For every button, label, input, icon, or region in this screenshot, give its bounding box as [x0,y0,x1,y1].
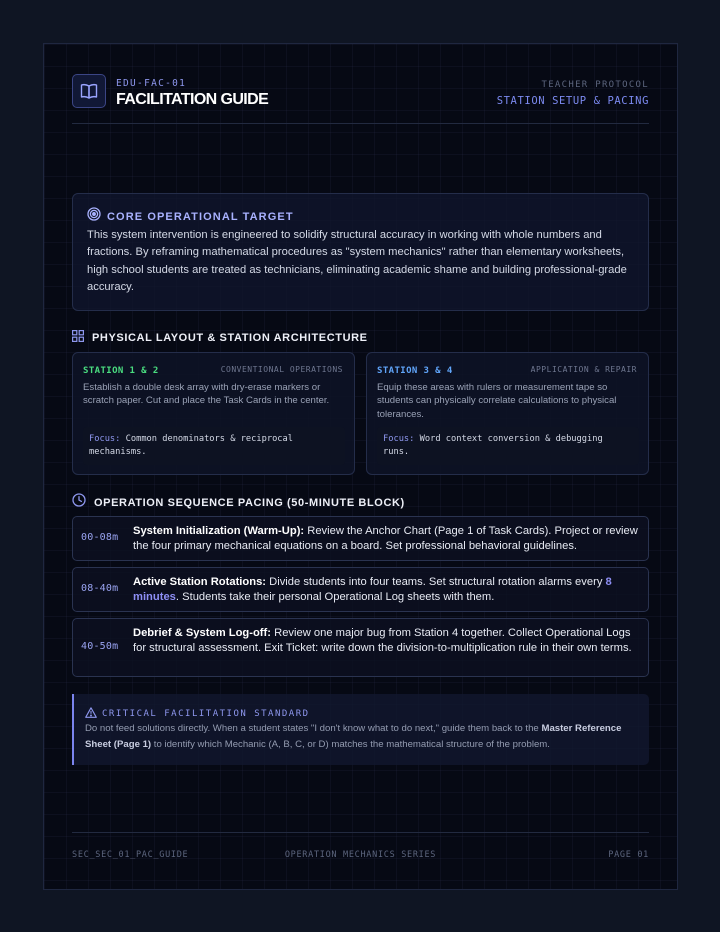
pacing-time: 00-08m [81,532,119,543]
clock-icon [72,493,86,512]
grid-icon [72,329,84,347]
core-target-title: CORE OPERATIONAL TARGET [107,210,294,223]
pacing-section-header [72,493,405,512]
pacing-description [133,575,638,604]
layout-section-header [72,329,368,347]
pacing-row-warmup [72,516,649,561]
station-type: CONVENTIONAL OPERATIONS [220,365,343,374]
station-label: STATION 3 & 4 [377,366,453,376]
core-target-panel [72,193,649,311]
focus-text: Common denominators & reciprocal mechanisms. [89,434,293,458]
book-icon [72,74,106,108]
footer-page-number: PAGE 01 [608,850,649,860]
document-code: EDU-FAC-01 [116,78,187,89]
station-type: APPLICATION & REPAIR [530,365,637,374]
station-focus [377,427,639,465]
focus-label: Focus: [89,434,121,444]
pacing-text: Divide students into four teams. Set structural rotation alarms every [269,576,603,588]
pacing-label: System Initialization (Warm-Up): [133,525,305,537]
pacing-time: 08-40m [81,583,119,594]
focus-label: Focus: [383,434,415,444]
pacing-label: Active Station Rotations: [133,576,267,588]
focus-text: Word context conversion & debugging runs. [383,434,603,458]
station-description: Establish a double desk array with dry-erase markers or scratch paper. Cut and place the Task Cards in the center. [83,382,330,407]
target-icon [87,207,101,226]
pacing-text: . Students take their personal Operational Log sheets with them. [175,590,495,603]
pacing-label: Debrief & System Log-off: [133,627,271,639]
pacing-description [133,524,638,553]
critical-text: to identify which Mechanic (A, B, C, or D) matches the mathematical structure of the problem. [153,739,550,750]
document-page [43,43,678,890]
pacing-text: Review one major bug from Station 4 together. Collect Operational Logs for structural assessment. Exit Ticket: write down the division-to-multiplication rule in their own terms. [133,627,632,654]
station-label: STATION 1 & 2 [83,366,159,376]
pacing-description [133,626,638,655]
pacing-row-debrief [72,618,649,677]
pacing-time: 40-50m [81,641,119,652]
station-card-1-2 [72,352,355,475]
core-target-body: This system intervention is engineered to solidify structural accuracy in working with whole numbers and fractions. By reframing mathematical procedures as "system mechanics" rather than elementary worksheets, high school students are treated as technicians, eliminating academic shame and building professional-grade accuracy. [87,229,627,293]
station-focus [83,427,345,465]
document-header [72,74,649,124]
critical-standard-callout [72,694,649,765]
station-card-3-4 [366,352,649,475]
critical-text: Do not feed solutions directly. When a student states "I don't know what to do next," guide them back to the [85,723,539,734]
critical-reference: Master Reference Sheet (Page 1) [85,723,622,750]
document-title: FACILITATION GUIDE [116,91,269,108]
pacing-text: Review the Anchor Chart (Page 1 of Task Cards). Project or review the four primary mechanical equations on a board. Set professional behavioral guidelines. [133,525,638,552]
critical-body [85,721,643,753]
highlight-duration: 8 minutes [133,576,612,603]
document-footer [72,832,649,860]
protocol-label: TEACHER PROTOCOL [541,80,649,90]
pacing-row-rotations [72,567,649,612]
pacing-section-title: OPERATION SEQUENCE PACING (50-MINUTE BLOCK) [94,496,405,509]
layout-section-title: PHYSICAL LAYOUT & STATION ARCHITECTURE [92,332,368,344]
critical-title: CRITICAL FACILITATION STANDARD [102,709,310,719]
protocol-subtitle: STATION SETUP & PACING [496,95,649,107]
station-description: Equip these areas with rulers or measurement tape so students can physically correlate calculations to physical tolerances. [377,382,617,420]
footer-doc-id: SEC_SEC_01_PAC_GUIDE [72,850,189,860]
footer-series: OPERATION MECHANICS SERIES [284,850,437,860]
